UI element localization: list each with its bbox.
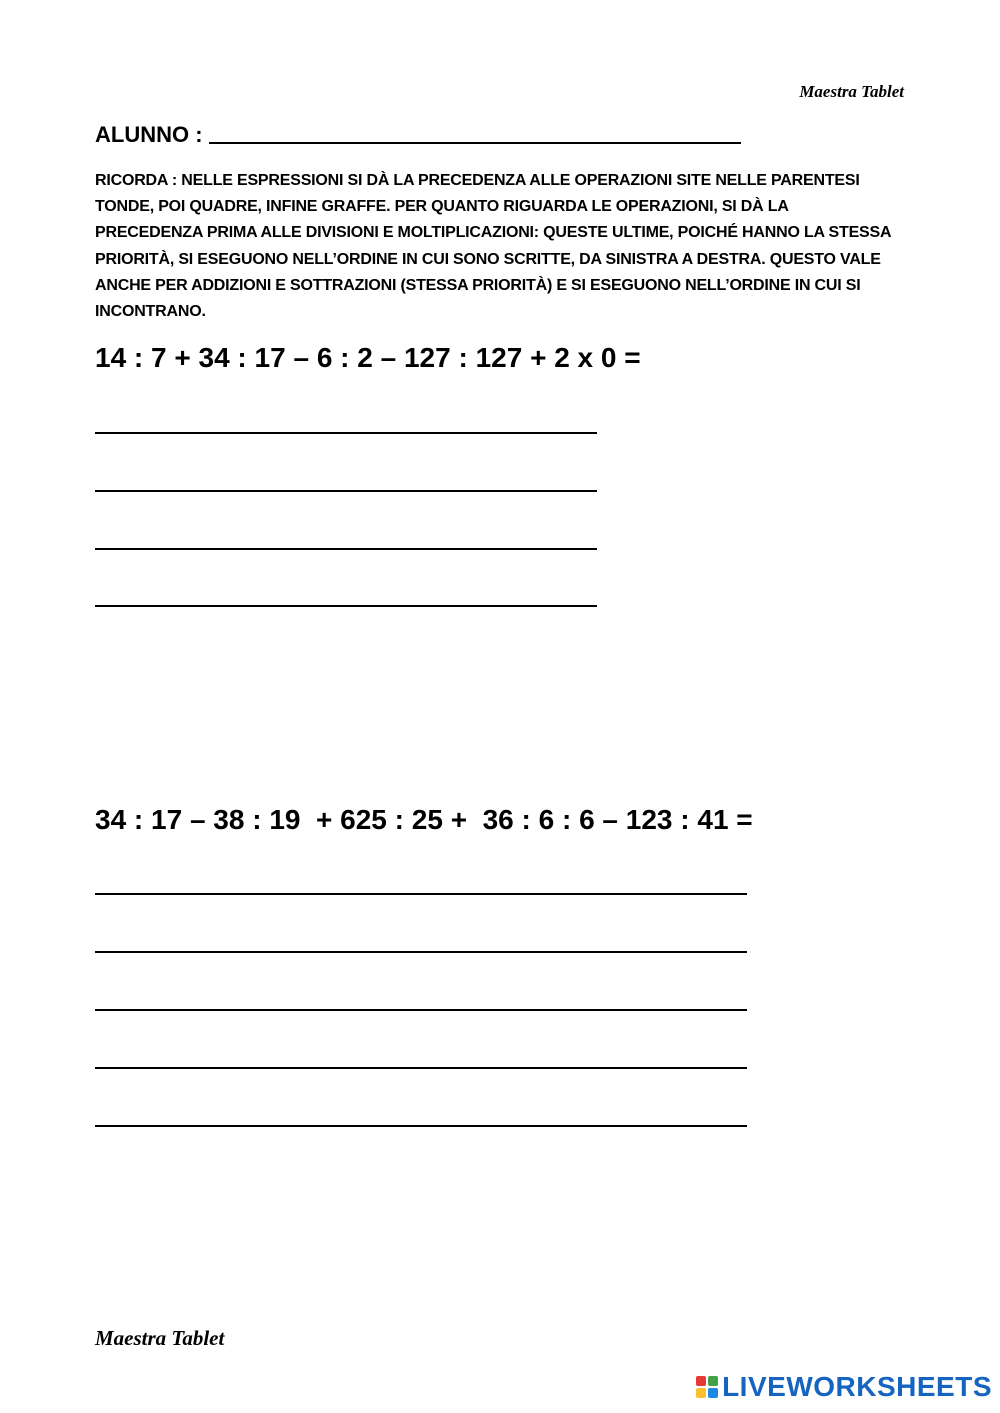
logo-square (696, 1376, 706, 1386)
answer-line[interactable] (95, 1125, 747, 1127)
instructions-text: RICORDA : NELLE ESPRESSIONI SI DÀ LA PRECEDENZA ALLE OPERAZIONI SITE NELLE PARENTESI TONDE, POI QUADRE, INFINE GRAFFE. PER QUANTO RIGUARDA LE OPERAZIONI, SI DÀ LA PRECEDENZA PRIMA ALLE DIVISIONI E MOLTIPLICAZIONI: QUESTE ULTIME, POICHÉ HANNO LA STESSA PRIORITÀ, SI ESEGUONO NELL’ORDINE IN CUI SONO SCRITTE, DA SINISTRA A DESTRA. QUESTO VALE ANCHE PER ADDIZIONI E SOTTRAZIONI (STESSA PRIORITÀ) E SI ESEGUONO NELL’ORDINE IN CUI SI INCONTRANO. (95, 172, 891, 321)
logo-square (708, 1376, 718, 1386)
liveworksheets-icon (696, 1376, 718, 1398)
answer-line[interactable] (95, 1009, 747, 1011)
liveworksheets-wordmark: LIVEWORKSHEETS (722, 1371, 992, 1402)
answer-line[interactable] (95, 548, 597, 550)
answer-line[interactable] (95, 951, 747, 953)
answer-line[interactable] (95, 893, 747, 895)
brand-bottom: Maestra Tablet (95, 1326, 225, 1350)
student-name-row (95, 120, 741, 150)
answer-line[interactable] (95, 490, 597, 492)
brand-top: Maestra Tablet (799, 82, 904, 101)
answer-line[interactable] (95, 432, 597, 434)
exercise-1-expression: 14 : 7 + 34 : 17 – 6 : 2 – 127 : 127 + 2 x 0 = (95, 342, 641, 373)
answer-line[interactable] (95, 605, 597, 607)
exercise-2-expression: 34 : 17 – 38 : 19 + 625 : 25 + 36 : 6 : 6 – 123 : 41 = (95, 804, 753, 835)
logo-square (708, 1388, 718, 1398)
answer-line[interactable] (95, 1067, 747, 1069)
liveworksheets-logo (696, 1371, 992, 1403)
logo-square (696, 1388, 706, 1398)
student-name-field[interactable] (209, 142, 741, 144)
student-name-label: ALUNNO : (95, 122, 203, 147)
